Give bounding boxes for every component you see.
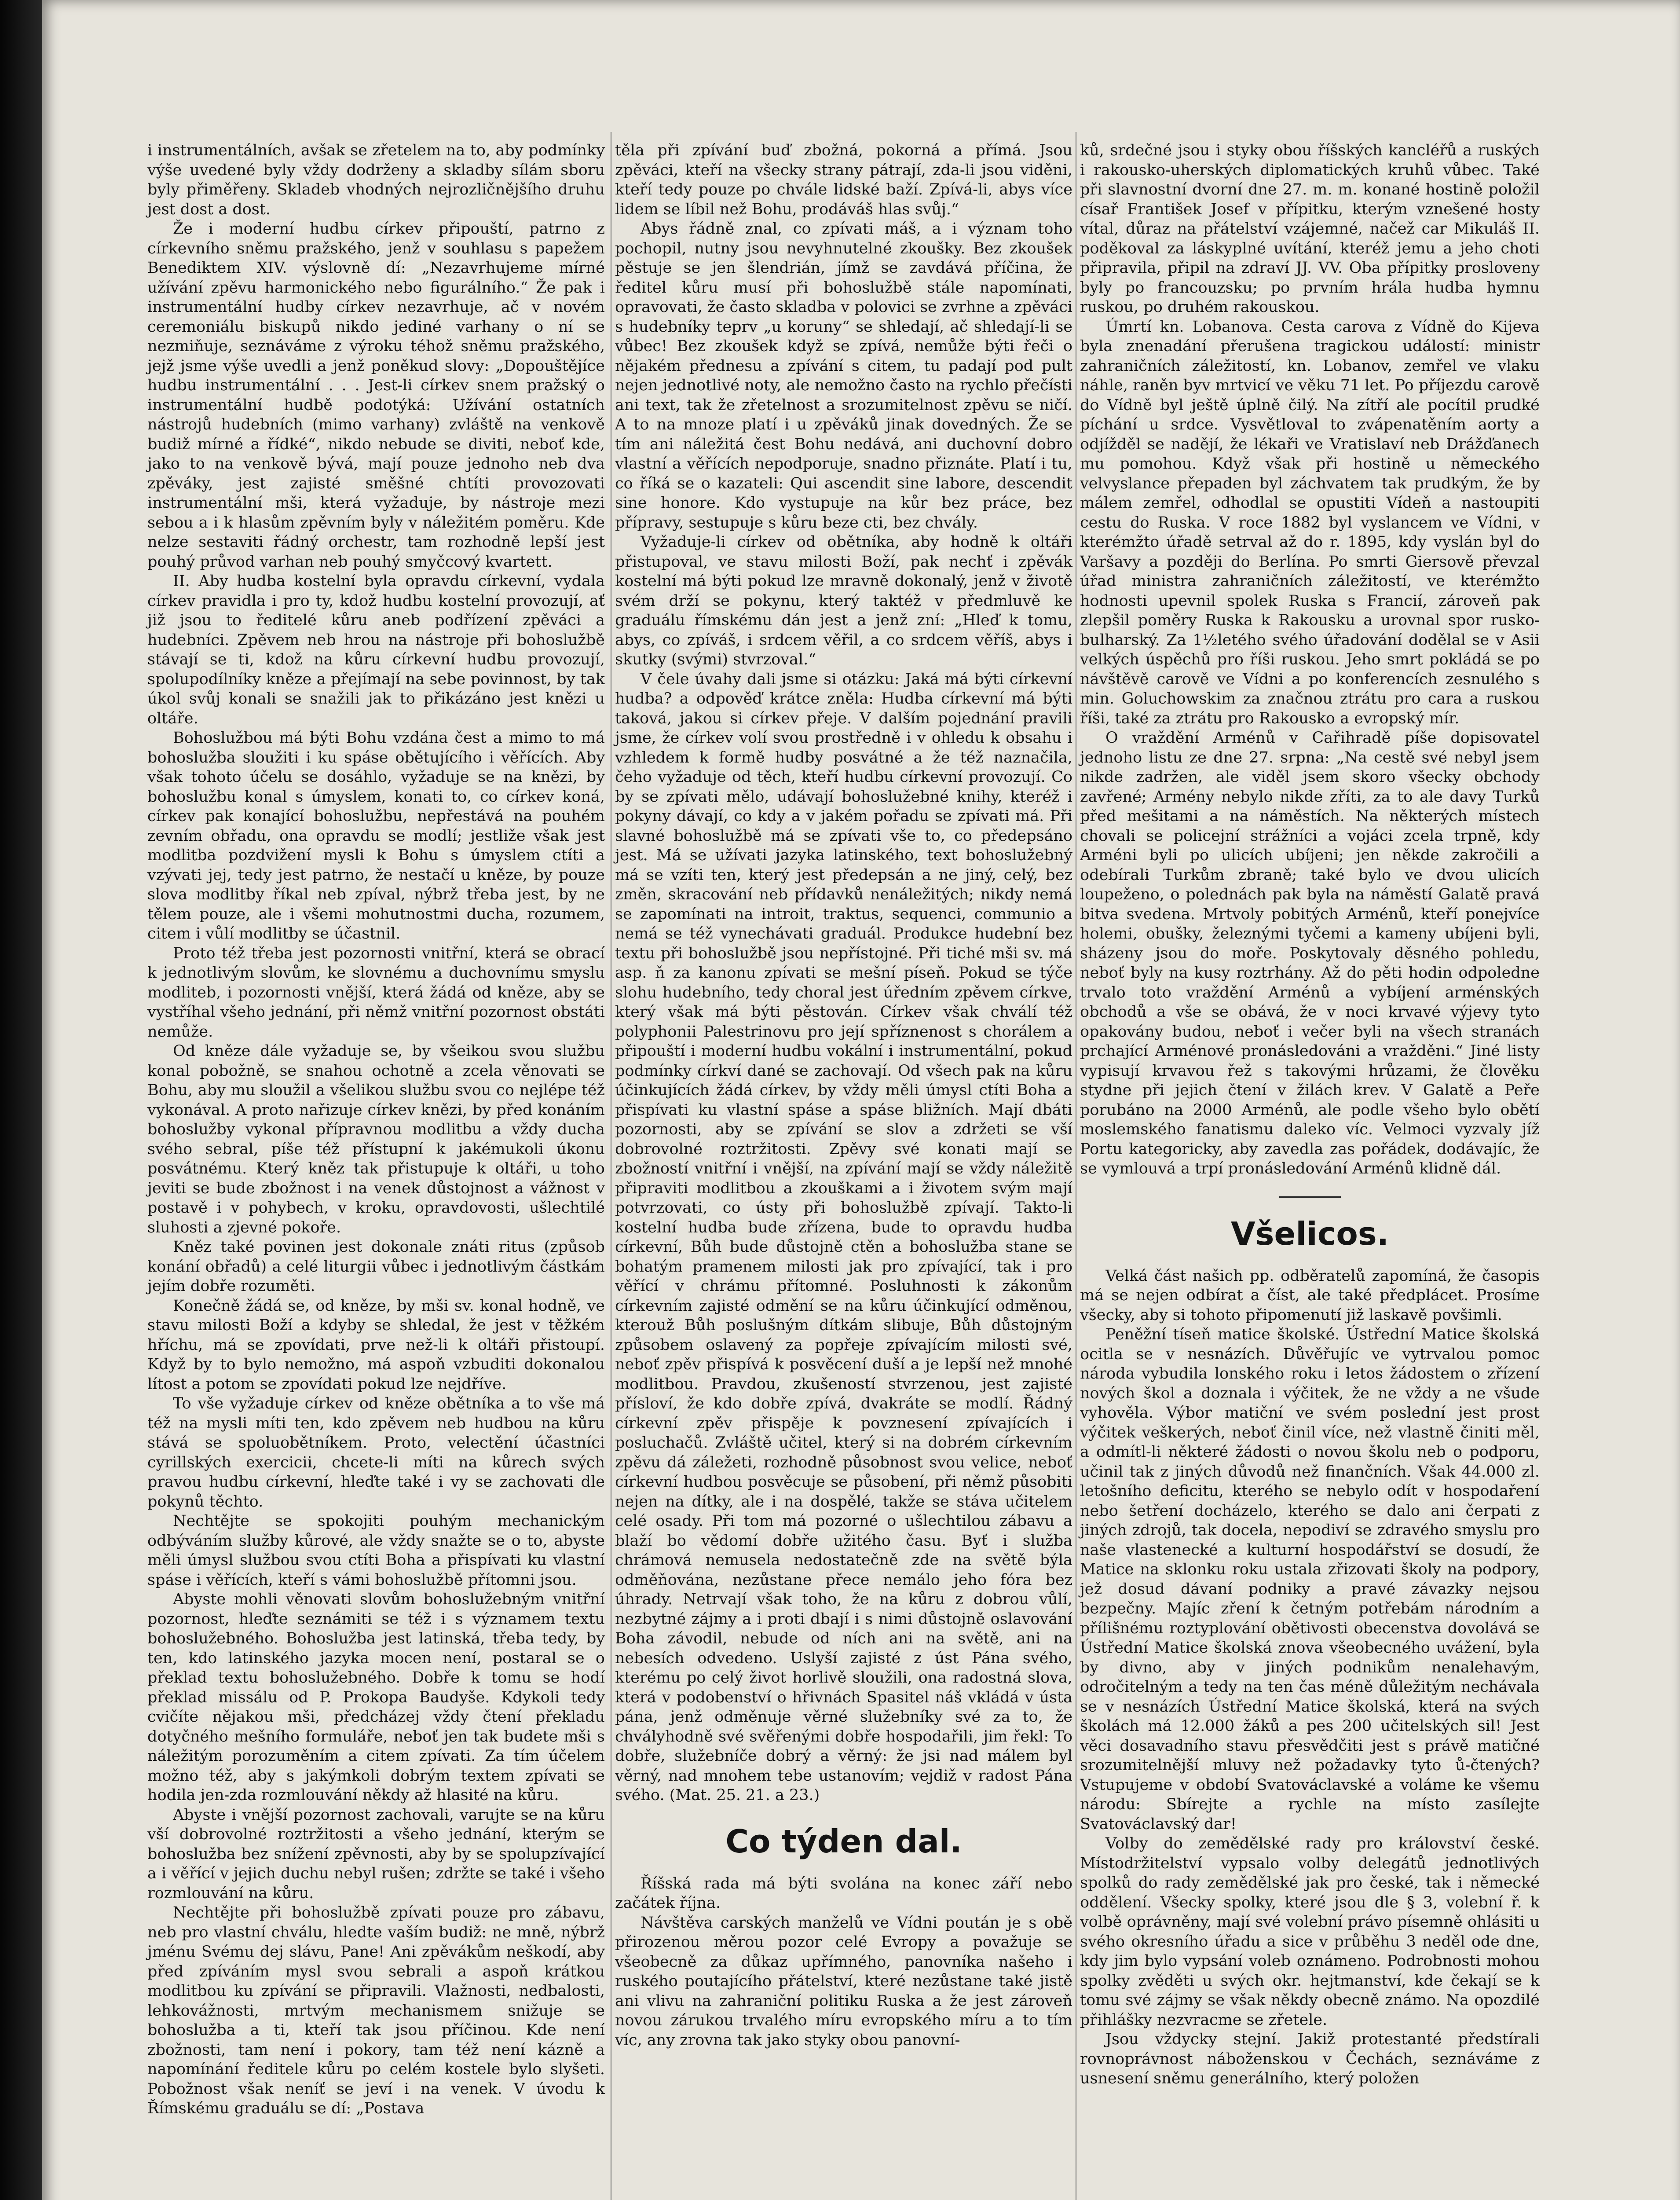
paragraph: To vše vyžaduje církev od kněze obětníka a to vše má též na mysli míti ten, kdo zpěvem neb hudbou na kůru stává se spoluobětníkem. Proto, velectění účastníci cyrillských exercicii, chcete-li míti na kůrech svých pravou hudbu církevní, hleďte také i vy se zachovati dle pokynů těchto. — [147, 1395, 605, 1511]
scan-edge-shadow — [0, 0, 42, 2200]
paragraph: Nechtějte se spokojiti pouhým mechanickým odbýváním služby kůrové, ale vždy snažte se o to, abyste měli úmysl službou svou ctíti Boha a přispívati ku vlastní spáse i věřících, kteří s vámi bohoslužbě přítomni jsou. — [147, 1512, 605, 1589]
paragraph: Že i moderní hudbu církev připouští, patrno z církevního sněmu pražského, jenž v souhlasu s papežem Benediktem XIV. výslovně dí: „Nezavrhujeme mírné užívání zpěvu harmonického nebo figurálního.“ Že pak i instrumentální hudby církev nezavrhuje, ač v novém ceremoniálu biskupů nikdo jediné varhany o ní se nezmiňuje, seznáváme z výroku téhož sněmu pražského, jejž jsme výše uvedli a jenž poněkud slovy: „Dopouštějíce hudbu instrumentální . . . Jest-li církev snem pražský o instrumentální hudbě podotýká: Užívání ostatních nástrojů hudebních (mimo varhany) zvláště na venkově budiž mírné a řídké“, nikdo nebude se diviti, neboť kde, jako to na venkově bývá, mají pouze jednoho neb dva zpěváky, jest zajisté směšné chtíti provozovati instrumentální mši, která vyžaduje, by nástroje mezi sebou a i k hlasům zpěvním byly v náležitém poměru. Kde nelze sestaviti řádný orchestr, tam rozhodně lepší jest pouhý průvod varhan neb pouhý smyčcový kvartett. — [147, 220, 605, 571]
paragraph: i instrumentálních, avšak se zřetelem na to, aby podmínky výše uvedené byly vždy dodrženy a skladby sílám sboru byly přiměřeny. Skladeb vhodných nejrozličnějšího druhu jest dost a dost. — [147, 142, 605, 218]
paragraph: Abyste mohli věnovati slovům bohoslužebným vnitřní pozornost, hleďte seznámiti se též i s významem textu bohoslužebného. Bohoslužba jest latinská, třeba tedy, by ten, kdo latinského jazyka mocen není, postaral se o překlad textu bohoslužebného. Dobře k tomu se hodí překlad missálu od P. Prokopa Baudyše. Kdykoli tedy cvičíte nějakou mši, předcházej vždy čtení překladu dotyčného mešního formuláře, neboť jen tak budete mši s náležitým porozuměním a citem zpívati. Za tím účelem možno též, aby s jakýmkoli dobrým textem zpívati se hodila jen-zda rozmlouvání někdy až hlasité na kůru. — [147, 1591, 605, 1804]
paragraph: II. Aby hudba kostelní byla opravdu církevní, vydala církev pravidla i pro ty, kdož hudbu kostelní provozují, ať již jsou to ředitelé kůru aneb podřízení zpěváci a hudebníci. Zpěvem neb hrou na nástroje při bohoslužbě stávají se ti, kdož na kůru církevní hudbu provozují, spolupodílníky kněze a přejímají na sebe povinnost, by tak úkol svůj konali se snažili jak to přikázáno jest knězi u oltáře. — [147, 572, 605, 727]
section-heading-vselicos: Všelicos. — [1230, 1215, 1389, 1252]
section-heading-co-tyden-dal: Co týden dal. — [725, 1822, 962, 1860]
paragraph: těla při zpívání buď zbožná, pokorná a přímá. Jsou zpěváci, kteří na všecky strany pátrají, zda-li jsou viděni, kteří tedy pouze po chvále lidské baží. Zpívá-li, abys více lidem se líbil než Bohu, prodáváš hlas svůj.“ — [615, 142, 1072, 218]
misc-item: Peněžní tíseň matice školské. Ústřední Matice školská ocitla se v nesnázích. Důvěřujíc ve vytrvalou pomoc národa vybudila lonského roku i letos žádostem o zřízení nových škol a doznala i výčitek, že ne vždy a ne všude vyhověla. Výbor matiční ve svém poslední jest prost výčitek veškerých, neboť činil více, než vlastně činiti měl, a odmítl-li některé žádosti o novou školu neb o podporu, učinil tak z jiných důvodů než finančních. Však 44.000 zl. letošního deficitu, kterého se nebylo odít v hospodaření nebo šetření docházelo, kterého se dalo ani čerpati z jiných zdrojů, tak docela, nepodiví se zdravého smyslu pro naše vlastenecké a kulturní hospodářství se dosudí, že Matice na sklonku roku ustala zřizovati školy na podpory, jež dosud dávaní podniky a pravé závazky nejsou bezpečny. Majíc zření k četným potřebám národním a přílišnému roztyplování obětivosti obecenstva dovolává se Ústřední Matice školská znova všeobecného uvážení, byla by divno, aby v jiných podnikům nenalehavým, odročitelným a tedy na ten čas méně důležitým nechávala se v nesnázích Ústřední Matice školská, která na svých školách má 12.000 žáků a pes 200 učitelských sil! Jest věci dosavadního stavu přesvědčiti jest s právě matičné srozumitelnější mluvy než požadavky tyto ů-čtených? Vstupujeme v období Svatováclavské a voláme ke všemu národu: Sbírejte a rychle na místo zasílejte Svatováclavský dar! — [1080, 1326, 1540, 1833]
column-2 — [615, 141, 1072, 2050]
paragraph: Bohoslužbou má býti Bohu vzdána čest a mimo to má bohoslužba sloužiti i ku spáse obětujícího i věřících. Aby však tohoto účelu se dosáhlo, vyžaduje se na knězi, by bohoslužbu konal s úmyslem, konati to, co církev koná, církev pak konající bohoslužbu, nepřestává na pouhém zevním obřadu, ona opravdu se modlí; jestliže však jest modlitba pozdvižení mysli k Bohu s úmyslem ctíti a vzývati jej, tedy jest patrno, že nestačí u kněze, by pouze slova modlitby říkal neb zpíval, nýbrž třeba jest, by ne tělem pouze, ale i všemi mohutnostmi ducha, rozumem, citem i vůlí modlitby se účastnil. — [147, 729, 605, 942]
news-item: Návštěva carských manželů ve Vídni poután je s obě přirozenou měrou pozor celé Evropy a považuje se všeobecně za důkaz upřímného, panovníka našeho i ruského poutajícího přátelství, které nezůstane také jistě ani vlivu na zahraniční politiku Ruska a že jest zároveň novou zárukou trvalého míru evropského míru a to tím víc, any zrovna tak jako styky obou panovní- — [615, 1914, 1072, 2049]
misc-item: Volby do zemědělské rady pro království české. Místodržitelství vypsalo volby delegátů jednotlivých spolků do rady zemědělské jak pro české, tak i německé oddělení. Všecky spolky, které jsou dle § 3, volební ř. k volbě oprávněny, mají své volební právo písemně ohlásiti u svého okresního úřadu a sice v průběhu 3 neděl ode dne, kdy jim bylo vypsání voleb oznámeno. Podrobnosti mohou spolky zvěděti u svých okr. hejtmanství, kde čekají se k tomu své zájmy se však někdy obecně známo. Na opozdilé přihlášky nezvracme se zřetele. — [1080, 1835, 1540, 2029]
paragraph: Proto též třeba jest pozornosti vnitřní, která se obrací k jednotlivým slovům, ke slovnému a duchovnímu smyslu modliteb, i pozornosti vnější, která žádá od kněze, aby se vystříhal všeho jednání, při němž vnitřní pozornost obstáti nemůže. — [147, 944, 605, 1041]
paragraph: Vyžaduje-li církev od obětníka, aby hodně k oltáři přistupoval, ve stavu milosti Boží, pak nechť i zpěvák kostelní má býti pokud lze mravně dokonalý, jenž v životě svém drží se pokynu, který taktéž v předmluvě ke graduálu římskému dán jest a jenž zní: „Hleď k tomu, abys, co zpíváš, i srdcem věřil, a co srdcem věříš, abys i skutky (svými) stvrzoval.“ — [615, 533, 1072, 668]
paragraph: Kněz také povinen jest dokonale znáti ritus (způsob konání obřadů) a celé liturgii vůbec i jednotlivým částkám jejím dobře rozuměti. — [147, 1238, 605, 1295]
paragraph: Nechtějte při bohoslužbě zpívati pouze pro zábavu, neb pro vlastní chválu, hledte vaším budiž: ne mně, nýbrž jménu Svému dej slávu, Pane! Ani zpěvákům neškodí, aby před zpíváním mysl svou sebrali a aspoň krátkou modlitbou ku zpívání se připravili. Vlažnosti, nedbalosti, lehkovážnosti, mrtvým mechanismem snižuje se bohoslužba a ti, kteří tak jsou příčinou. Kde není zbožnosti, tam není i pokory, tam též není kázně a napomínání ředitele kůru po celém kostele bylo slyšeti. Pobožnost však neníť se jeví i na venek. V úvodu k Římskému graduálu se dí: „Postava — [147, 1904, 605, 2117]
news-item: ků, srdečné jsou i styky obou říšských kancléřů a ruských i rakousko-uherských diplomatických kruhů vůbec. Také při slavnostní dvorní dne 27. m. m. konané hostině položil císař František Josef v přípitku, kterým vznešené hosty vítal, důraz na přátelství vzájemné, načež car Mikuláš II. poděkoval za láskyplné uvítání, kteréž jemu a jeho choti připravila, připil na zdraví JJ. VV. Oba přípitky prosloveny byly po francouzsku; po prvním hrála hudba hymnu ruskou, po druhém rakouskou. — [1080, 142, 1540, 316]
news-item: Říšská rada má býti svolána na konec září nebo začátek října. — [615, 1874, 1072, 1912]
section-separator — [1279, 1196, 1341, 1198]
paragraph: Abys řádně znal, co zpívati máš, a i význam toho pochopil, nutny jsou nevyhnutelné zkoušky. Bez zkoušek pěstuje se jen šlendrián, jímž se zavdává příčina, že ředitel kůru musí při bohoslužbě stále napomínati, opravovati, že často skladba v polovici se zvrhne a zpěváci s hudebníky teprv „u koruny“ se shledají, ač shledají-li se vůbec! Bez zkoušek když se zpívá, nemůže býti řeči o nějakém přednesu a zpívání s citem, tu padají pod pult nejen jednotlivé noty, ale nemožno často na rychlo přečísti ani text, tak že zřetelnost a srozumitelnost zpěvu se ničí. A to na mnoze platí i u zpěváků jinak dovedných. Že se tím ani náležitá čest Bohu nedává, ani duchovní dobro vlastní a věřících nepodporuje, snadno přiznáte. Platí i tu, co říká se o kazateli: Qui ascendit sine labore, descendit sine honore. Kdo vystupuje na kůr bez práce, bez přípravy, sestupuje s kůru beze cti, bez chvály. — [615, 220, 1072, 532]
paragraph: Abyste i vnější pozornost zachovali, varujte se na kůru vší dobrovolné roztržitosti a všeho jednání, kterým se bohoslužba bez snížení zpěvnosti, aby by se spolupzívající a i věřící v jejich duchu nebyl rušen; zdržte se také i všeho rozmlouvání na kůru. — [147, 1806, 605, 1902]
misc-item: Velká část našich pp. odběratelů zapomíná, že časopis má se nejen odbírat a číst, ale také předplácet. Prosíme všecky, aby si tohoto připomenutí již laskavě povšimli. — [1080, 1267, 1540, 1324]
paragraph: Konečně žádá se, od kněze, by mši sv. konal hodně, ve stavu milosti Boží a kdyby se shledal, že jest v těžkém hříchu, má se zpovídati, prve než-li k oltáři přistoupí. Když by to bylo nemožno, má aspoň vzbuditi dokonalou lítost a potom se zpovídati pokud lze nejdříve. — [147, 1297, 605, 1393]
news-item: Úmrtí kn. Lobanova. Cesta carova z Vídně do Kijeva byla znenadání přerušena tragickou událostí: ministr zahraničních záležitostí, kn. Lobanov, zemřel ve vlaku náhle, raněn byv mrtvicí ve věku 71 let. Po příjezdu carově do Vídně byl ještě úplně čilý. Na zítří ale pocítil prudké píchání u srdce. Vysvětloval to zvápenatěním aorty a odjížděl se nadějí, že lékaři ve Vratislaví neb Drážďanech mu pomohou. Když však při hostině u německého velvyslance přepaden byl záchvatem tak prudkým, že by málem zemřel, odhodlal se opustiti Vídeň a nastoupiti cestu do Ruska. V roce 1882 byl vyslancem ve Vídni, v kterémžto úřadě setrval až do r. 1895, kdy vyslán byl do Varšavy a později do Berlína. Po smrti Giersově převzal úřad ministra zahraničních záležitostí, ve kterémžto hodnosti upevnil spolek Ruska s Francií, zároveň pak zlepšil poměry Ruska k Rakousku a urovnal spor rusko-bulharský. Za 1½letého svého úřadování dodělal se v Asii velkých úspěchů pro říši ruskou. Jeho smrt pokládá se po návštěvě carově ve Vídni a po konferencích zesnulého s min. Goluchowskim za značnou ztrátu pro cara a ruskou říši, také za ztrátu pro Rakousko a evropský mír. — [1080, 318, 1540, 727]
column-3 — [1080, 141, 1540, 2089]
paragraph: V čele úvahy dali jsme si otázku: Jaká má býti církevní hudba? a odpověď krátce zněla: Hudba církevní má býti taková, jakou si církev přeje. V dalším pojednání pravili jsme, že církev volí svou prostředně i v ohledu k obsahu i vzhledem k formě hudby posvátné a že též naznačila, čeho vyžaduje od těch, kteří hudbu církevní provozují. Co by se zpívati mělo, udávají bohoslužebné knihy, kteréž i pokyny dávají, co kdy a v jakém pořadu se zpívati má. Při slavné bohoslužbě má se zpívati vše to, co předepsáno jest. Má se užívati jazyka latinského, text bohoslužebný má se vzíti ten, který jest předepsán a ne jiný, celý, bez změn, skracování neb přídavků nenáležitých; nikdy nemá se zapomínati na introit, traktus, sequenci, communio a nemá se též vynechávati graduál. Produkce hudební bez textu při bohoslužbě jsou nepřístojné. Při tiché mši sv. má asp. ň za kanonu zpívati se mešní píseň. Pokud se týče slohu hudebního, tedy choral jest úředním zpěvem církve, který však má býti pěstován. Církev však chválí též polyphonii Palestrinovu pro její spříznenost s chorálem a připouští i moderní hudbu vokální i instrumentální, pokud podmínky církví dané se zachovají. Od všech pak na kůru účinkujících žádá církev, by vždy měli úmysl ctíti Boha a přispívati ku vlastní spáse a spáse bližních. Mají dbáti pozornosti, aby se zpívání se slov a zdržeti se vší dobrovolné roztržitosti. Zpěvy své konati mají se zbožností vnitřní i vnější, na zpívání mají se vždy náležitě připraviti modlitbou a zkouškami a i životem svým mají potvrzovati, co ústy při bohoslužbě zpívají. Takto-li kostelní hudba bude zřízena, bude to opravdu hudba církevní, Bůh bude důstojně ctěn a bohoslužba stane se bohatým pramenem milosti jak pro zpívající, tak i pro věřící v chrámu přítomné. Posluhnosti k zákonům církevním zajisté odmění se na kůru účinkující odměnou, kterouž Bůh poslušným dítkám slibuje, Bůh důstojným způsobem oslavený za popřeje zpívajícím milosti své, neboť zpěv přispívá k posvěcení duší a je lepší než mnohé modlitbou. Pravdou, zkušeností stvrzenou, jest zajisté přísloví, že kdo dobře zpívá, dvakráte se modlí. Řádný církevní zpěv přispěje k povznesení zpívajících i posluchačů. Zvláště učitel, který si na dobrém církevním zpěvu dá záležeti, rozhodně působnost svou velice, neboť církevní hudbou posvěcuje se působení, při němž působiti nejen na dítky, ale i na dospělé, takže se stáva učitelem celé osady. Při tom má pozorné o ušlechtilou zábavu a blaží bo vědomí dobře užitého času. Byť i služba chrámová nemusela nedostatečně zde na světě býla odměňována, nezůstane přece nemálo jeho fóra bez úhrady. Netrvají však toho, že na kůru z dobrou vůlí, nezbytné zájmy a i proti dbají i s nimi důstojně oslavování Boha závodil, nebude od ních ani na světě, ani na nebesích odvedeno. Uslyší zajisté z úst Pána svého, kterému po celý život horlivě sloužili, ona radostná slova, která v podobenství o hřivnách Spasitel náš vkládá v ústa pána, jenž odměnuje věrné služebníky své za to, že chvályhodně své svěřenými dobře hospodařili, jim řekl: To dobře, služebníče dobrý a věrný: že jsi nad málem byl věrný, nad mnohem tebe ustanovím; vejdiž v radost Pána svého. (Mat. 25. 21. a 23.) — [615, 670, 1072, 1804]
paragraph: Od kněze dále vyžaduje se, by všeikou svou službu konal pobožně, se snahou ochotně a zcela věnovati se Bohu, aby mu sloužil a všelikou službu svou co nejlépe též vykonával. A proto nařizuje církev knězi, by před konáním bohoslužby vykonal přípravnou modlitbu a vždy ducha svého sebral, píše též přístupní k jakémukoli úkonu posvátnému. Který kněz tak přistupuje k oltáři, u toho jeviti se bude zbožnost i na venek důstojnost a vážnost v postavě i v pohybech, v kroku, opravdovosti, ušlechtilé sluhosti a zjevné pokoře. — [147, 1042, 605, 1236]
column-1 — [147, 141, 605, 2119]
misc-item: Jsou vždycky stejní. Jakiž protestanté předstírali rovnoprávnost náboženskou v Čechách, seznáváme z usnesení sněmu generálního, který položen — [1080, 2031, 1540, 2087]
news-item: O vraždění Arménů v Cařihradě píše dopisovatel jednoho listu ze dne 27. srpna: „Na cestě své nebyl jsem nikde zadržen, ale viděl jsem skoro všecky obchody zavřené; Armény nebylo nikde zříti, za to ale davy Turků před mešitami a na náměstích. Na některých místech chovali se policejní strážníci a vojáci zcela trpně, kdy Arméni byli po ulicích ubíjeni; jen někde zakročili a odebírali Turkům zbraně; také bylo ve dvou ulicích loupeženo, o polednách pak byla na náměstí Galatě pravá bitva svedena. Mrtvoly pobitých Arménů, kteří ponejvíce holemi, obušky, železnými tyčemi a kameny ubíjeni byli, sházeny jsou do moře. Poskytovaly děsného pohledu, neboť byly na kusy roztrhány. Až do pěti hodin odpoledne trvalo toto vraždění Arménů a vybíjení arménských obchodů a vše se obává, že v noci krvavé výjevy tyto opakovány budou, neboť i večer byli na všech stranách prchající Arménové pronásledováni a vražděni.“ Jiné listy vypisují krvavou řež s takovými hrůzami, že člověku stydne při jejich čtení v žilách krev. V Galatě a Peře porubáno na 2000 Arménů, ale podle všeho bylo obětí moslemského fanatismu daleko víc. Velmoci vyzvaly jíž Portu kategoricky, aby zavedla zas pořádek, dodávajíc, že se vymlouvá a trpí pronásledování Arménů klidně dál. — [1080, 729, 1540, 1177]
